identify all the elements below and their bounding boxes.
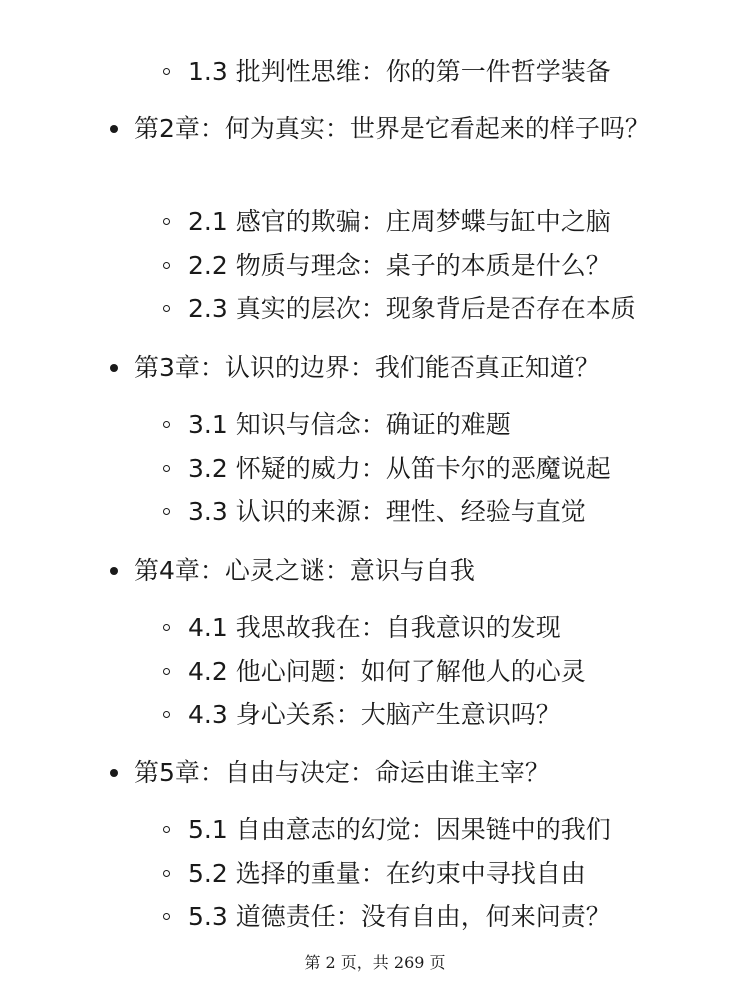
toc-section-3-2: 3.2 怀疑的威力：从笛卡尔的恶魔说起 xyxy=(188,454,611,483)
sub-bullet-icon xyxy=(163,870,170,877)
chapter-bullet-icon xyxy=(110,125,118,133)
sub-bullet-icon xyxy=(163,913,170,920)
sub-bullet-icon xyxy=(163,262,170,269)
sub-bullet-icon xyxy=(163,305,170,312)
page-number-footer: 第 2 页，共 269 页 xyxy=(304,953,446,972)
sub-bullet-icon xyxy=(163,68,170,75)
toc-section-2-2: 2.2 物质与理念：桌子的本质是什么？ xyxy=(188,251,611,280)
toc-section-4-3: 4.3 身心关系：大脑产生意识吗？ xyxy=(188,700,561,729)
sub-bullet-icon xyxy=(163,421,170,428)
toc-section-5-2: 5.2 选择的重量：在约束中寻找自由 xyxy=(188,859,586,888)
toc-section-4-2: 4.2 他心问题：如何了解他人的心灵 xyxy=(188,657,586,686)
sub-bullet-icon xyxy=(163,465,170,472)
toc-section-1-3: 1.3 批判性思维：你的第一件哲学装备 xyxy=(188,57,611,86)
toc-chapter-4: 第4章：心灵之谜：意识与自我 xyxy=(134,556,475,585)
toc-section-5-3: 5.3 道德责任：没有自由，何来问责？ xyxy=(188,902,611,931)
chapter-bullet-icon xyxy=(110,364,118,372)
toc-chapter-2: 第2章：何为真实：世界是它看起来的样子吗？ xyxy=(134,114,650,143)
toc-section-5-1: 5.1 自由意志的幻觉：因果链中的我们 xyxy=(188,815,611,844)
toc-section-4-1: 4.1 我思故我在：自我意识的发现 xyxy=(188,613,561,642)
sub-bullet-icon xyxy=(163,668,170,675)
sub-bullet-icon xyxy=(163,711,170,718)
toc-chapter-5: 第5章：自由与决定：命运由谁主宰？ xyxy=(134,758,550,787)
chapter-bullet-icon xyxy=(110,567,118,575)
toc-section-3-1: 3.1 知识与信念：确证的难题 xyxy=(188,410,511,439)
toc-chapter-3: 第3章：认识的边界：我们能否真正知道？ xyxy=(134,353,600,382)
sub-bullet-icon xyxy=(163,218,170,225)
toc-section-2-1: 2.1 感官的欺骗：庄周梦蝶与缸中之脑 xyxy=(188,207,611,236)
chapter-bullet-icon xyxy=(110,769,118,777)
toc-section-3-3: 3.3 认识的来源：理性、经验与直觉 xyxy=(188,497,586,526)
toc-section-2-3: 2.3 真实的层次：现象背后是否存在本质 xyxy=(188,294,636,323)
sub-bullet-icon xyxy=(163,826,170,833)
sub-bullet-icon xyxy=(163,508,170,515)
sub-bullet-icon xyxy=(163,624,170,631)
